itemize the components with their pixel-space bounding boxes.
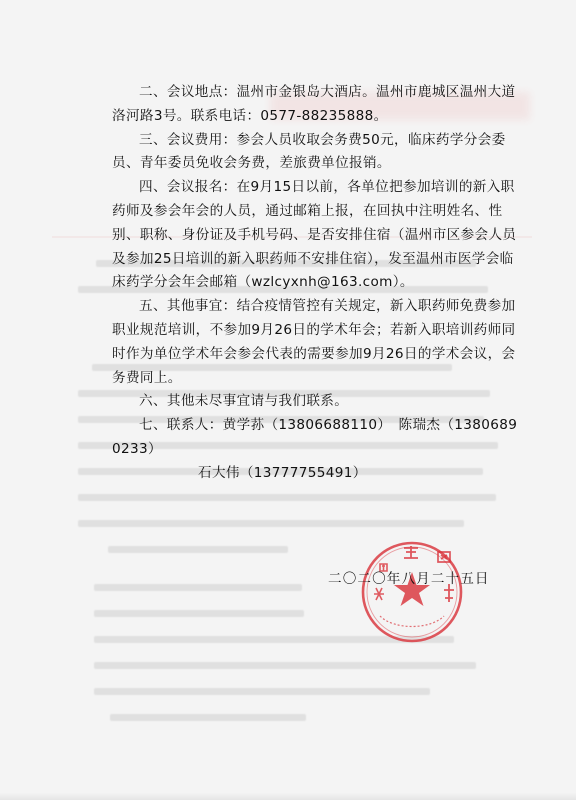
paragraph-fees: 三、会议费用：参会人员收取会务费50元，临床药学分会委员、青年委员免收会务费，差旅费单位报销。 [112,131,506,172]
page-edge-shadow [0,792,576,800]
paragraph-contacts: 七、联系人：黄学荪（13806688110） 陈瑞杰（13806890233） [112,417,518,457]
document-body [112,81,522,499]
document-date: 二〇二〇年八月二十五日 [328,571,490,587]
paragraph-other-matters: 五、其他事宜：结合疫情管控有关规定，新入职药师免费参加职业规范培训，不参加9月26日的学术年会；若新入职培训药师同时作为单位学术年会参会代表的需要参加9月26日的学术会议，会务费同上。 [112,298,516,386]
contact-continuation: 石大伟（13777755491） [198,464,367,481]
paragraph-contact-us: 六、其他未尽事宜请与我们联系。 [139,393,349,410]
official-seal-icon [356,536,468,648]
paragraph-registration: 四、会议报名：在9月15日以前，各单位把参加培训的新入职药师及参会年会的人员，通过邮箱上报，在回执中注明姓名、性别、职称、身份证及手机号码、是否安排住宿（温州市区参会人员及参加25日培训的新入职药师不安排住宿），发至温州市医学会临床药学分会年会邮箱（wzlcyxnh@163.com）。 [112,179,517,291]
paragraph-venue: 二、会议地点：温州市金银岛大酒店。温州市鹿城区温州大道洛河路3号。联系电话：0577-88235888。 [112,84,516,124]
